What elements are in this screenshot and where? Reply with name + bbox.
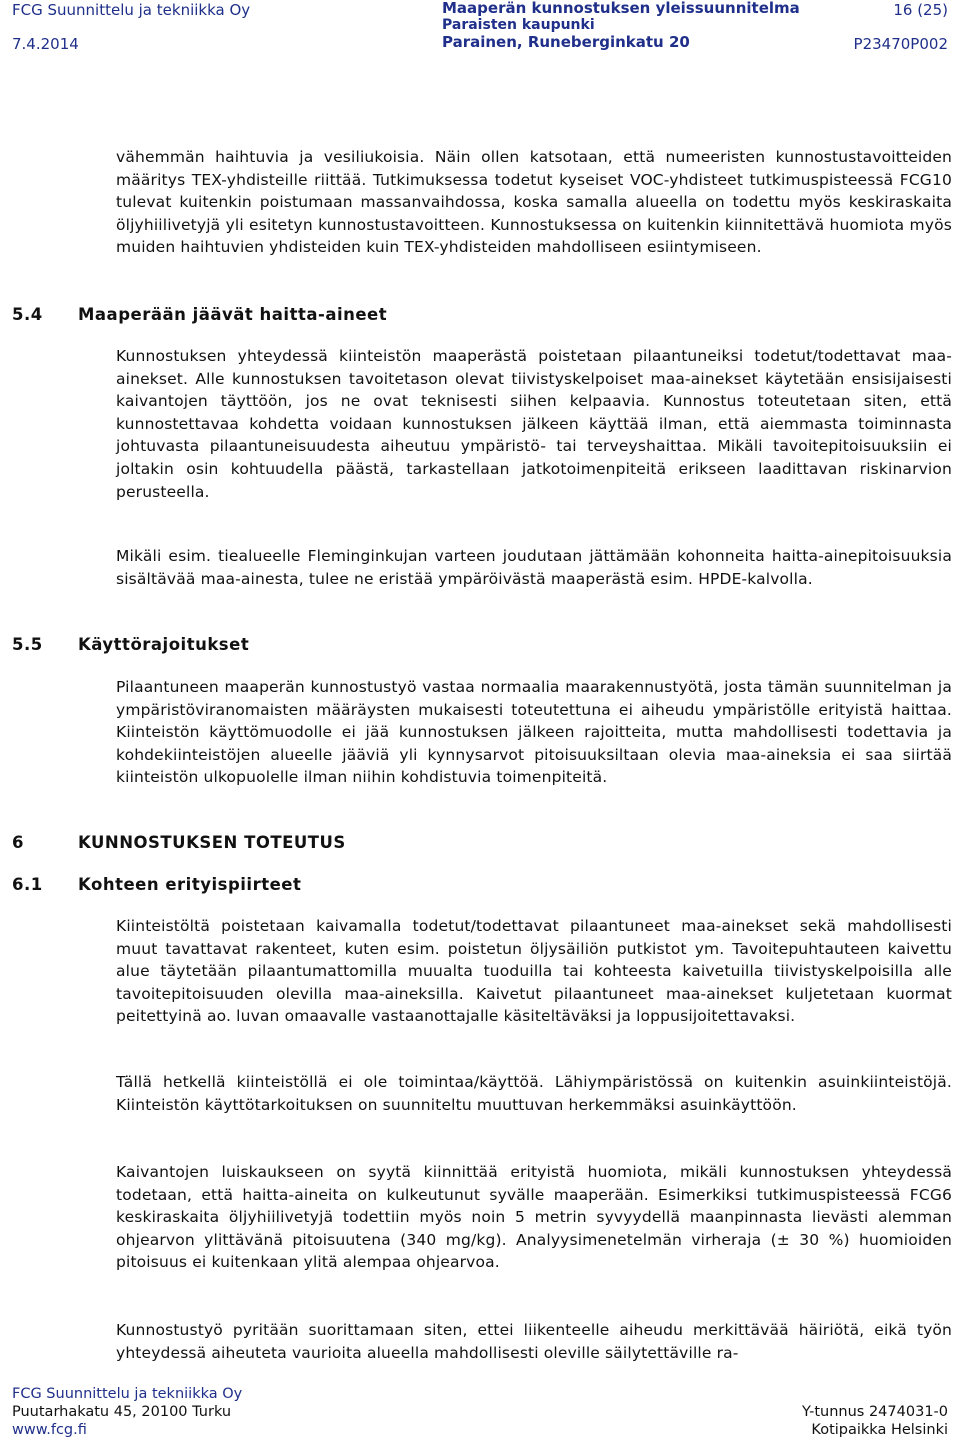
footer-registration	[802, 1403, 948, 1439]
footer-business-id: Y-tunnus 2474031-0	[801, 1404, 948, 1420]
section-title: Maaperään jäävät haitta-aineet	[78, 305, 388, 324]
footer-domicile: Kotipaikka Helsinki	[811, 1422, 948, 1438]
paragraph-6-1-3: Kaivantojen luiskaukseen on syytä kiinnittää erityistä huomiota, mikäli kunnostuksen yhteydessä todetaan, että haitta-aineita on kulkeutunut syvälle maaperään. Esimerkiksi tutkimuspisteessä FCG6 keskiraskaita öljyhiilivetyjä todettiin myös noin 5 metrin syvyydellä maanpinnasta lievästi alemman ohjearvon ylittävänä pitoisuutena (340 mg/kg). Analyysimenetelmän virheraja (± 30 %) huomioiden pitoisuus ei kuitenkaan ylitä alempaa ohjearvoa.	[116, 1163, 952, 1272]
page-header	[12, 0, 948, 56]
header-site: Parainen, Runeberginkatu 20	[442, 33, 690, 51]
paragraph-5-4-2: Mikäli esim. tiealueelle Fleminginkujan varteen joudutaan jättämään kohonneita haitta-ainepitoisuuksia sisältävää maa-ainesta, tulee ne eristää ympäröivästä maaperästä esim. HPDE-kalvolla.	[116, 547, 952, 588]
chapter-number: 6	[12, 833, 24, 852]
paragraph-5-4-1: Kunnostuksen yhteydessä kiinteistön maaperästä poistetaan pilaantuneiksi todetut/todettavat maa-ainekset. Alle kunnostuksen tavoitetason olevat tiivistyskelpoiset maa-ainekset käytetään ensisijaisesti kaivantojen täyttöön, jos ne ovat teknisesti siihen kelpaavia. Kunnostus toteutetaan siten, että kunnostettavaa kohdetta voidaan kunnostuksen jälkeen käyttää ilman, että aiemmasta toiminnasta johtuvasta pilaantuneisuudesta aiheutuu ympäristö- tai terveyshaittaa. Mikäli tavoitepitoisuuksiin ei joltakin osin kohtuudella päästä, tarkastellaan jatkotoimenpiteitä erikseen laadittavan riskinarvion perusteella.	[116, 347, 952, 501]
section-number: 5.4	[12, 305, 43, 324]
header-company: FCG Suunnittelu ja tekniikka Oy	[12, 1, 251, 19]
header-doc-title: Maaperän kunnostuksen yleissuunnitelma	[442, 0, 800, 17]
footer-website[interactable]: www.fcg.fi	[12, 1422, 87, 1438]
header-document-info	[442, 0, 800, 51]
paragraph-intro: vähemmän haihtuvia ja vesiliukoisia. Näin ollen katsotaan, että numeeristen kunnostustavoitteiden määritys TEX-yhdisteille riittää. Tutkimuksessa todetut kyseiset VOC-yhdisteet tutkimuspisteessä FCG10 tulevat kuitenkin poistumaan massanvaihdossa, koska samalla alueella on todettu myös keskiraskaita öljyhiilivetyjä yli esitetyn kunnostustavoitteen. Kunnostuksessa on kuitenkin kiinnitettävä huomiota myös muiden haihtuvien yhdisteiden kuin TEX-yhdisteiden mahdolliseen esiintymiseen.	[116, 148, 952, 257]
header-date: 7.4.2014	[12, 35, 79, 53]
section-number: 5.5	[12, 635, 43, 654]
footer-address: Puutarhakatu 45, 20100 Turku	[12, 1404, 232, 1420]
section-title: Kohteen erityispiirteet	[78, 875, 302, 894]
paragraph-6-1-2: Tällä hetkellä kiinteistöllä ei ole toimintaa/käyttöä. Lähiympäristössä on kuitenkin asuinkiinteistöjä. Kiinteistön käyttötarkoituksen on suunniteltu muuttuvan herkemmäksi asuinkäyttöön.	[116, 1073, 952, 1114]
header-page-number: 16 (25)	[893, 1, 948, 19]
header-client: Paraisten kaupunki	[442, 17, 595, 33]
footer-contact	[12, 1385, 242, 1439]
footer-company: FCG Suunnittelu ja tekniikka Oy	[12, 1386, 243, 1402]
section-number: 6.1	[12, 875, 43, 894]
section-title: Käyttörajoitukset	[78, 635, 250, 654]
page-footer	[12, 1385, 948, 1441]
paragraph-6-1-4: Kunnostustyö pyritään suorittamaan siten, ettei liikenteelle aiheudu merkittävää häiriötä, eikä työn yhteydessä aiheuteta vaurioita alueella mahdollisesti oleville säilytettäville ra-	[116, 1321, 952, 1362]
chapter-title: KUNNOSTUKSEN TOTEUTUS	[78, 833, 346, 852]
paragraph-6-1-1: Kiinteistöltä poistetaan kaivamalla todetut/todettavat pilaantuneet maa-ainekset sekä mahdollisesti muut tavattavat rakenteet, kuten esim. poistetun öljysäiliön putkistot ym. Tavoitepuhtauteen kaivettu alue täytetään pilaantumattomilla muualta tuoduilla tai kohteesta kaivetuilla tiivistyskelpoisilla alle tavoitepitoisuuden olevilla maa-aineksilla. Kaivetut pilaantuneet maa-ainekset kuljetetaan kuormat peitettyinä ao. luvan omaavalle vastaanottajalle käsiteltäväksi ja loppusijoitettavaksi.	[116, 917, 952, 1026]
paragraph-5-5: Pilaantuneen maaperän kunnostustyö vastaa normaalia maarakennustyötä, josta tämän suunnitelman ja ympäristöviranomaisten määräysten mukaisesti toteutettuna ei aiheudu ympäristölle erityistä haittaa. Kiinteistön käyttömuodolle ei jää kunnostuksen jälkeen rajoitteita, mutta mahdollisesti todettavia ja kohdekiinteistöjen alueelle jääviä yli kynnysarvot pitoisuuksiltaan olevia maa-aineksia ei saa siirtää kiinteistön ulkopuolelle ilman niihin kohdistuvia toimenpiteitä.	[116, 678, 952, 787]
header-project-code: P23470P002	[853, 35, 948, 53]
